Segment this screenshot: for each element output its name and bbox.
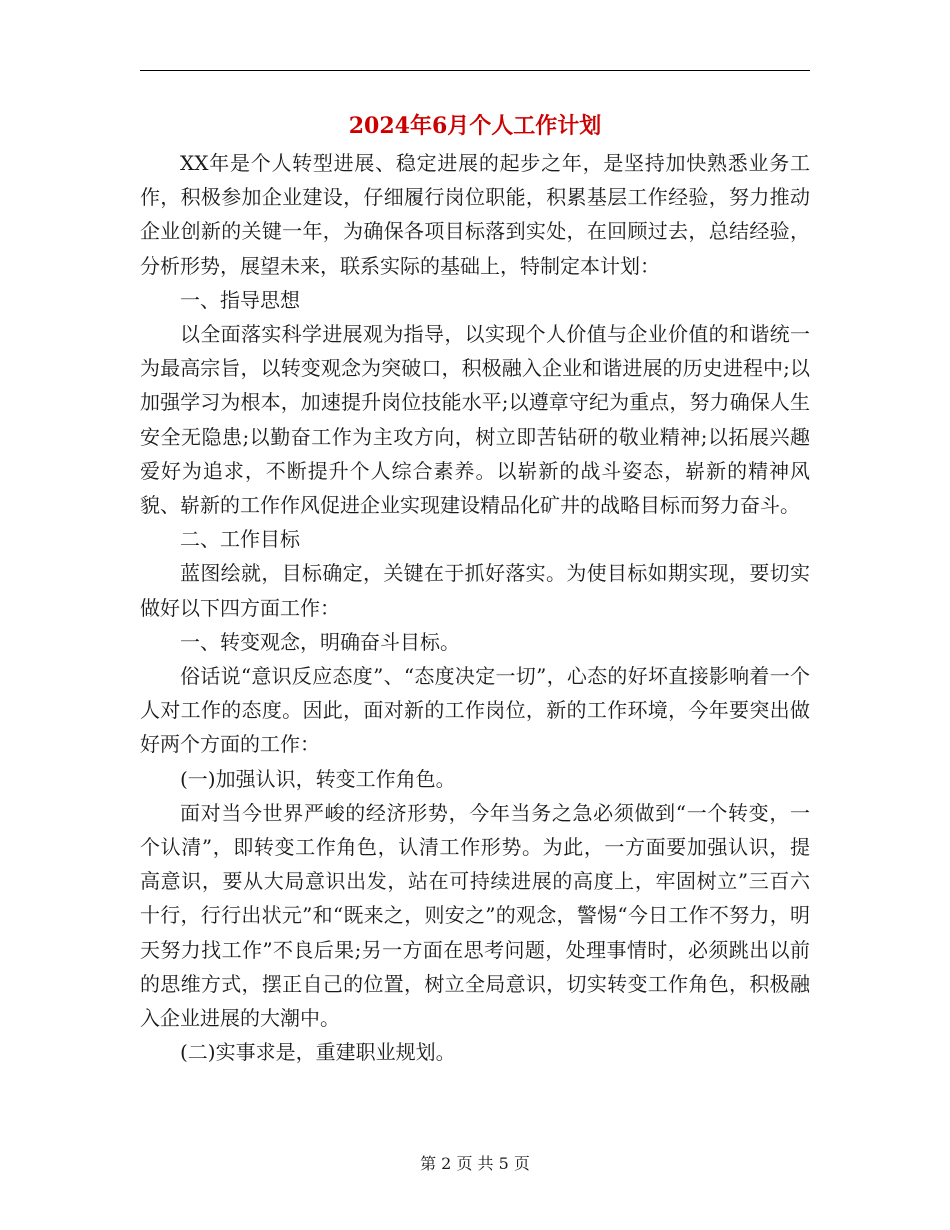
page-number-footer: 第 2 页 共 5 页 (420, 1154, 530, 1173)
item-heading-strengthen-awareness: (一)加强认识，转变工作角色。 (180, 766, 456, 791)
section-heading-guiding-thought: 一、指导思想 (180, 287, 300, 312)
paragraph-intro: XX年是个人转型进展、稳定进展的起步之年，是坚持加快熟悉业务工作，积极参加企业建设，仔细履行岗位职能，积累基层工作经验，努力推动企业创新的关键一年，为确保各项目标落到实处，在回顾过去，总结经验，分析形势，展望未来，联系实际的基础上，特制定本计划： (140, 151, 810, 278)
subsection-heading-change-mindset: 一、转变观念，明确奋斗目标。 (180, 629, 460, 654)
paragraph-guiding-thought: 以全面落实科学进展观为指导，以实现个人价值与企业价值的和谐统一为最高宗旨，以转变观念为突破口，积极融入企业和谐进展的历史进程中;以加强学习为根本，加速提升岗位技能水平;以遵章守纪为重点，努力确保人生安全无隐患;以勤奋工作为主攻方向，树立即苦钻研的敬业精神;以拓展兴趣爱好为追求，不断提升个人综合素养。以崭新的战斗姿态，崭新的精神风貌、崭新的工作作风促进企业实现建设精品化矿井的战略目标而努力奋斗。 (140, 322, 810, 518)
paragraph-change-mindset: 俗话说“意识反应态度”、“态度决定一切”，心态的好坏直接影响着一个人对工作的态度。因此，面对新的工作岗位，新的工作环境，今年要突出做好两个方面的工作： (140, 664, 810, 757)
item-heading-career-planning: (二)实事求是，重建职业规划。 (180, 1040, 456, 1065)
document-title: 2024年6月个人工作计划 (348, 113, 602, 139)
document-body (140, 146, 810, 1069)
paragraph-work-goals: 蓝图绘就，目标确定，关键在于抓好落实。为使目标如期实现，要切实做好以下四方面工作： (140, 561, 810, 620)
section-heading-work-goals: 二、工作目标 (180, 527, 300, 552)
paragraph-strengthen-awareness: 面对当今世界严峻的经济形势，今年当务之急必须做到“一个转变，一个认清”，即转变工作角色，认清工作形势。为此，一方面要加强认识，提高意识，要从大局意识出发，站在可持续进展的高度上，牢固树立”三百六十行，行行出状元”和“既来之，则安之”的观念，警惕“今日工作不努力，明天努力找工作”不良后果;另一方面在思考问题，处理事情时，必须跳出以前的思维方式，摆正自己的位置，树立全局意识，切实转变工作角色，积极融入企业进展的大潮中。 (140, 800, 810, 1031)
header-rule (140, 70, 810, 71)
